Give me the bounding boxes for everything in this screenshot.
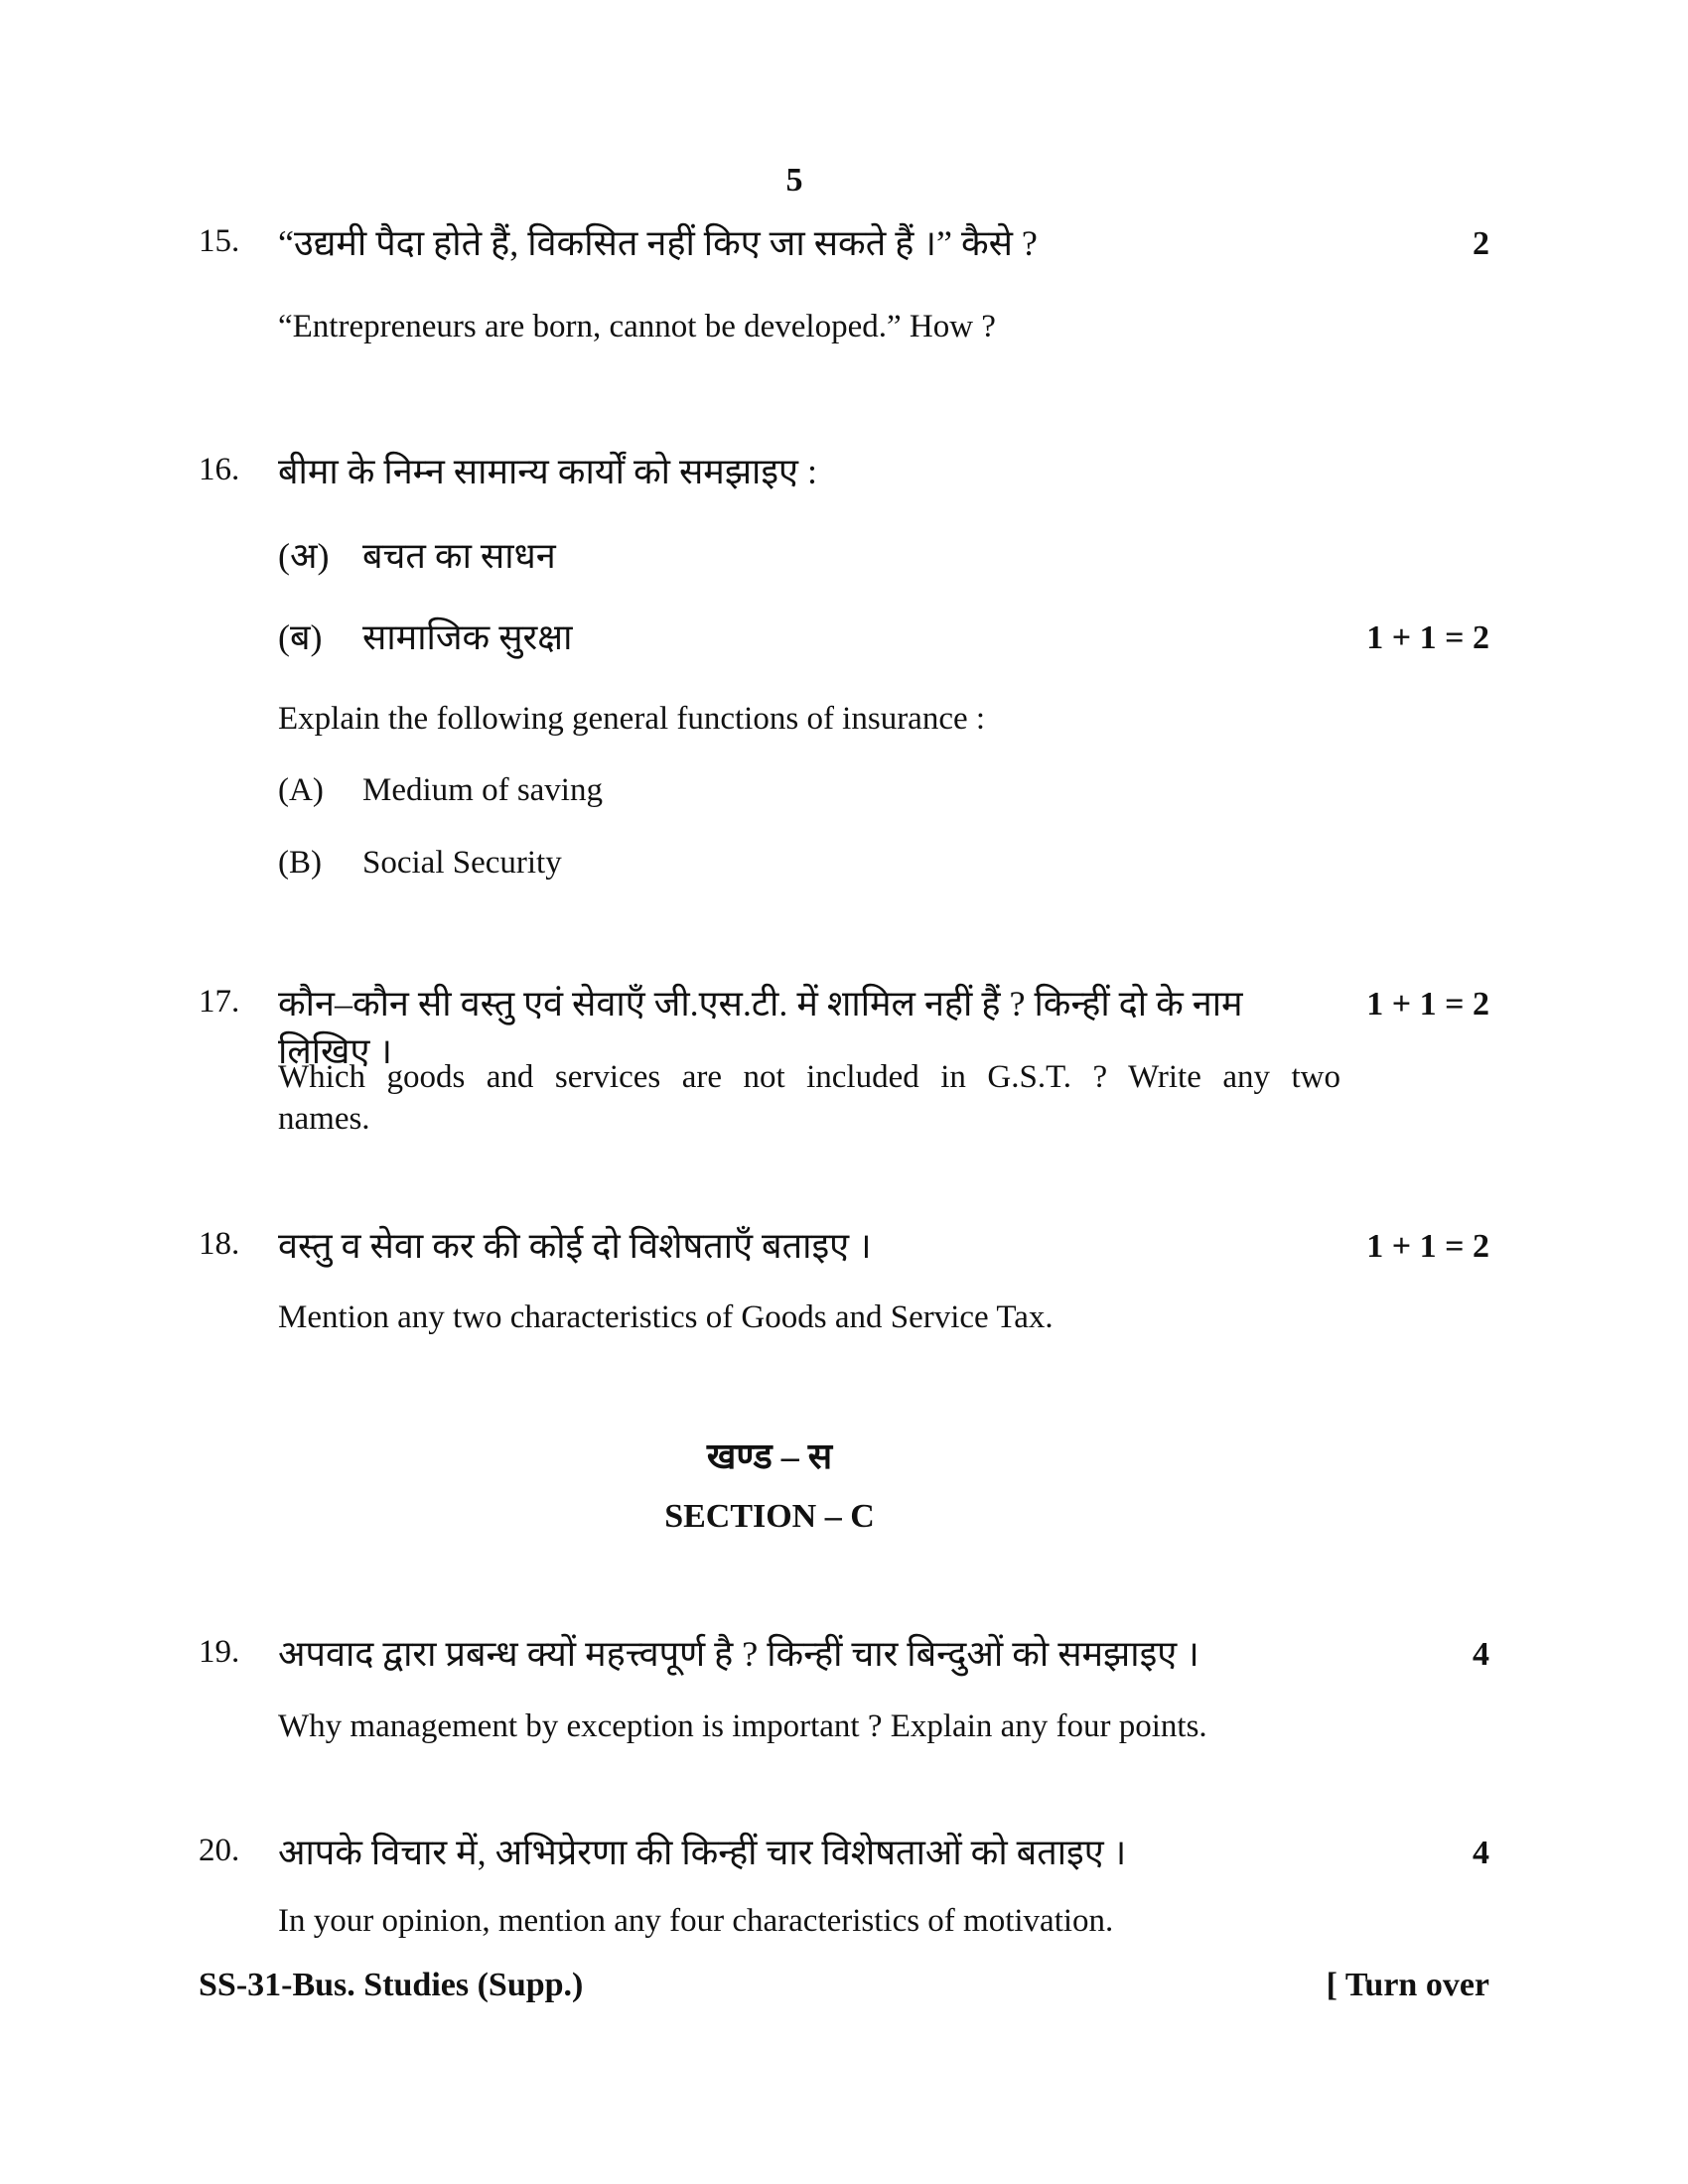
subitem-text: सामाजिक सुरक्षा — [362, 617, 573, 657]
question-16-subitem-a-hindi — [278, 533, 1340, 581]
question-17-marks: 1 + 1 = 2 — [1366, 986, 1489, 1023]
question-18-hindi-row — [199, 1223, 1489, 1271]
question-19-number: 19. — [199, 1634, 240, 1670]
question-17-english-line2: names. — [278, 1101, 370, 1137]
question-16-subitem-a-english — [278, 769, 1340, 813]
question-16-english-row — [199, 698, 1489, 742]
question-19-marks: 4 — [1473, 1636, 1489, 1673]
question-19-text-hindi: अपवाद द्वारा प्रबन्ध क्यों महत्त्वपूर्ण है ? किन्हीं चार बिन्दुओं को समझाइए । — [278, 1634, 1199, 1674]
question-15-text-english: “Entrepreneurs are born, cannot be developed.” How ? — [278, 309, 996, 344]
subitem-text: Social Security — [362, 845, 562, 881]
question-17-text-hindi: कौन–कौन सी वस्तु एवं सेवाएँ जी.एस.टी. में शामिल नहीं हैं ? किन्हीं दो के नाम लिखिए । — [278, 984, 1243, 1071]
subitem-marker: (A) — [278, 772, 324, 808]
question-15-marks: 2 — [1473, 225, 1489, 262]
question-20-english-row — [199, 1900, 1489, 1944]
question-20-marks: 4 — [1473, 1835, 1489, 1871]
subitem-marker: (अ) — [278, 536, 330, 576]
subitem-text: Medium of saving — [362, 772, 603, 808]
subitem-marker: (B) — [278, 845, 322, 881]
section-heading-english: SECTION – C — [664, 1498, 875, 1535]
question-18-number: 18. — [199, 1226, 240, 1262]
question-20-number: 20. — [199, 1833, 240, 1868]
question-15-text-hindi: “उद्यमी पैदा होते हैं, विकसित नहीं किए जा सकते हैं ।” कैसे ? — [278, 223, 1038, 263]
question-16-text-english: Explain the following general functions of insurance : — [278, 701, 986, 737]
question-16-text-hindi: बीमा के निम्न सामान्य कार्यों को समझाइए : — [278, 452, 817, 491]
question-19-hindi-row — [199, 1631, 1489, 1679]
question-15-number: 15. — [199, 223, 240, 259]
question-20-text-hindi: आपके विचार में, अभिप्रेरणा की किन्हीं चार विशेषताओं को बताइए । — [278, 1833, 1127, 1872]
question-16-subitem-a-hindi-row — [199, 533, 1489, 581]
question-16-subitem-b-hindi — [278, 614, 1340, 662]
subitem-text: बचत का साधन — [362, 536, 556, 576]
footer-paper-code: SS-31-Bus. Studies (Supp.) — [199, 1967, 584, 2003]
question-18-text-english: Mention any two characteristics of Goods and Service Tax. — [278, 1299, 1054, 1335]
question-16-number: 16. — [199, 452, 240, 487]
question-16-subitem-b-english-row — [199, 842, 1489, 886]
question-16-subitem-b-hindi-row — [199, 614, 1489, 662]
question-18-english-row — [199, 1297, 1489, 1340]
question-16-marks: 1 + 1 = 2 — [1366, 619, 1489, 656]
footer-turn-over: [ Turn over — [1326, 1967, 1489, 2003]
question-18-marks: 1 + 1 = 2 — [1366, 1228, 1489, 1265]
question-17-number: 17. — [199, 984, 240, 1020]
question-17-english-row — [199, 1056, 1489, 1140]
question-16-subitem-a-english-row — [199, 769, 1489, 813]
section-heading-hindi: खण्ड – स — [706, 1436, 833, 1476]
question-15-english-row — [199, 306, 1489, 349]
question-20-hindi-row — [199, 1830, 1489, 1877]
question-16-subitem-b-english — [278, 842, 1340, 886]
question-19-english-row — [199, 1706, 1489, 1749]
question-17-english-line1: Which goods and services are not included in G.S.T. ? Write any two — [278, 1059, 1340, 1095]
question-19-text-english: Why management by exception is important ? Explain any four points. — [278, 1708, 1207, 1744]
question-16-hindi-row — [199, 449, 1489, 496]
page-footer — [199, 1967, 1489, 2004]
question-20-text-english: In your opinion, mention any four characteristics of motivation. — [278, 1903, 1114, 1939]
subitem-marker: (ब) — [278, 617, 323, 657]
page-number: 5 — [785, 162, 803, 199]
question-15-hindi-row — [199, 220, 1489, 268]
question-18-text-hindi: वस्तु व सेवा कर की कोई दो विशेषताएँ बताइए । — [278, 1226, 872, 1266]
question-17-text-english — [278, 1056, 1340, 1140]
